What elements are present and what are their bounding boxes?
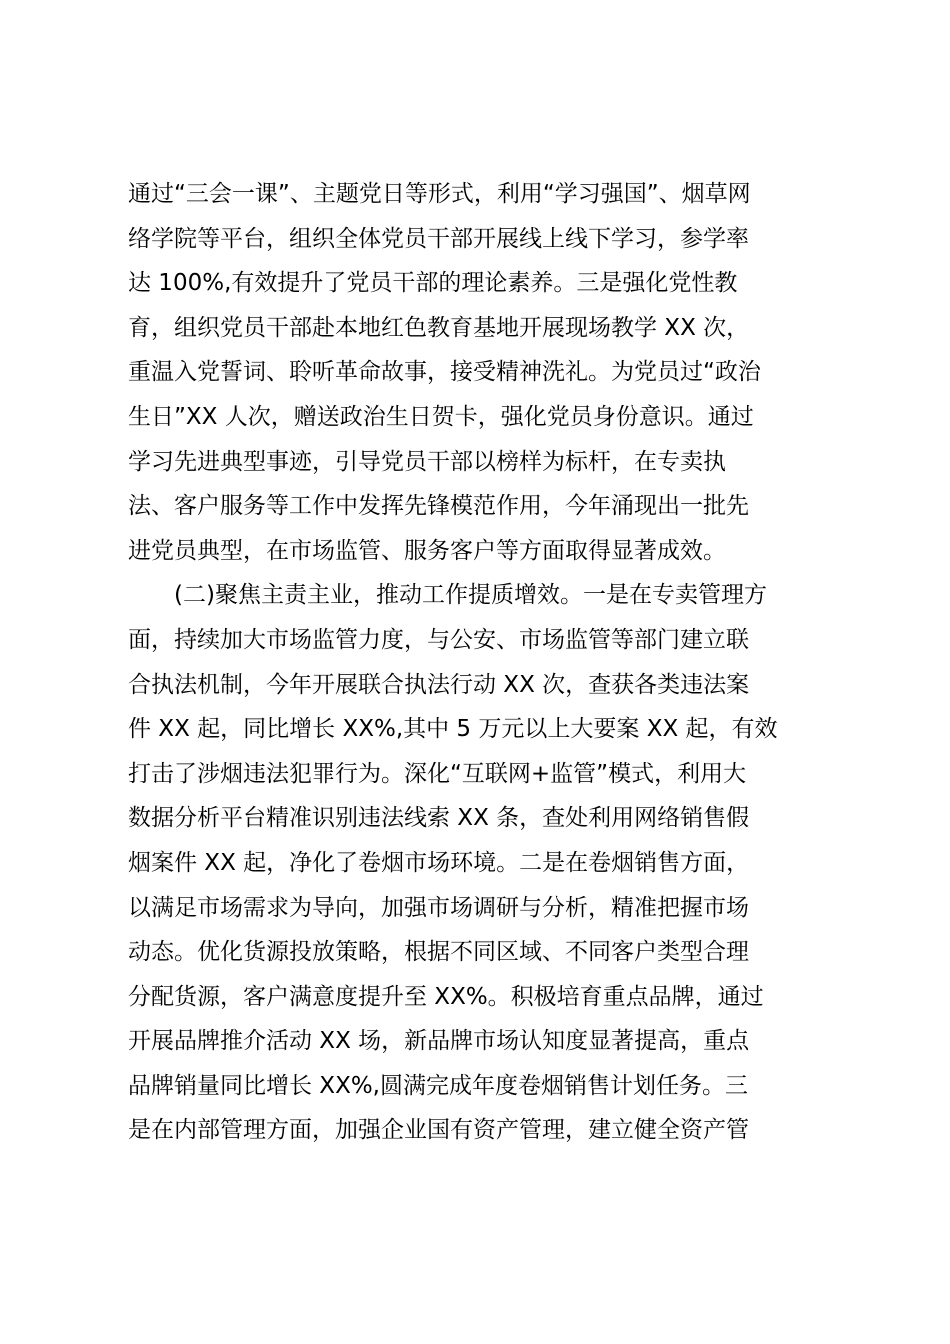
text-line: 生日”XX 人次，赠送政治生日贺卡，强化党员身份意识。通过 bbox=[128, 403, 754, 430]
text-line: 面，持续加大市场监管力度，与公安、市场监管等部门建立联 bbox=[128, 626, 749, 653]
text-line: 合执法机制，今年开展联合执法行动 XX 次，查获各类违法案 bbox=[128, 671, 750, 698]
text-line: (二)聚焦主责主业，推动工作提质增效。一是在专卖管理方 bbox=[128, 582, 767, 609]
text-line: 烟案件 XX 起，净化了卷烟市场环境。二是在卷烟销售方面， bbox=[128, 849, 750, 876]
body-text bbox=[128, 172, 848, 1153]
text-line: 学习先进典型事迹，引导党员干部以榜样为标杆，在专卖执 bbox=[128, 448, 726, 475]
text-line: 法、客户服务等工作中发挥先锋模范作用，今年涌现出一批先 bbox=[128, 493, 749, 520]
text-line: 品牌销量同比增长 XX%,圆满完成年度卷烟销售计划任务。三 bbox=[128, 1072, 748, 1099]
text-line: 络学院等平台，组织全体党员干部开展线上线下学习，参学率 bbox=[128, 225, 749, 252]
text-line: 分配货源，客户满意度提升至 XX%。积极培育重点品牌，通过 bbox=[128, 983, 764, 1010]
text-line: 开展品牌推介活动 XX 场，新品牌市场认知度显著提高，重点 bbox=[128, 1028, 750, 1055]
text-line: 以满足市场需求为导向，加强市场调研与分析，精准把握市场 bbox=[128, 894, 749, 921]
text-line: 进党员典型，在市场监管、服务客户等方面取得显著成效。 bbox=[128, 537, 726, 564]
text-line: 重温入党誓词、聆听革命故事，接受精神洗礼。为党员过“政治 bbox=[128, 359, 761, 386]
text-line: 打击了涉烟违法犯罪行为。深化“互联网+监管”模式，利用大 bbox=[128, 760, 747, 787]
text-line: 育，组织党员干部赴本地红色教育基地开展现场教学 XX 次， bbox=[128, 314, 750, 341]
text-line: 动态。优化货源投放策略，根据不同区域、不同客户类型合理 bbox=[128, 939, 749, 966]
text-line: 是在内部管理方面，加强企业国有资产管理，建立健全资产管 bbox=[128, 1117, 749, 1144]
text-line: 件 XX 起，同比增长 XX%,其中 5 万元以上大要案 XX 起，有效 bbox=[128, 716, 778, 743]
text-line: 数据分析平台精准识别违法线索 XX 条，查处利用网络销售假 bbox=[128, 805, 750, 832]
text-line: 通过“三会一课”、主题党日等形式，利用“学习强国”、烟草网 bbox=[128, 181, 751, 207]
text-line: 达 100%,有效提升了党员干部的理论素养。三是强化党性教 bbox=[128, 270, 738, 297]
